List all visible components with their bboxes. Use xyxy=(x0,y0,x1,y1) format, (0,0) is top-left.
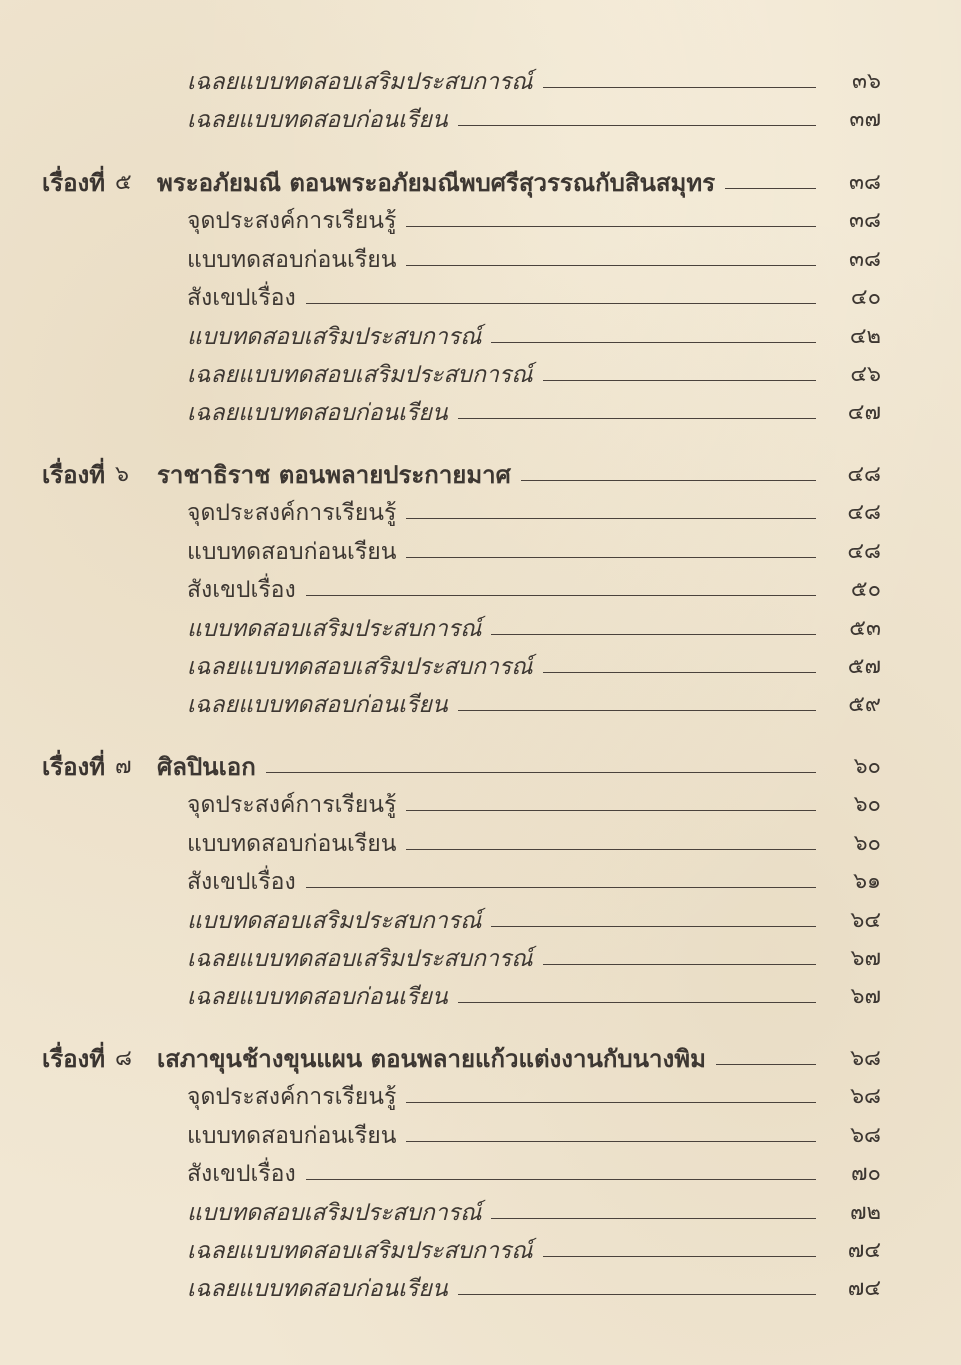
toc-entry[interactable] xyxy=(0,204,961,238)
entry-title: เฉลยแบบทดสอบเสริมประสบการณ์ xyxy=(187,69,533,95)
entry-title: เฉลยแบบทดสอบเสริมประสบการณ์ xyxy=(187,1238,533,1264)
page-number: ๕๙ xyxy=(848,692,881,718)
toc-entry[interactable] xyxy=(0,1196,961,1230)
dot-leader xyxy=(458,710,816,711)
toc-entry[interactable] xyxy=(0,980,961,1014)
toc-entry[interactable] xyxy=(0,65,961,99)
page-number: ๖๐ xyxy=(853,754,881,779)
entry-title: แบบทดสอบก่อนเรียน xyxy=(187,1122,397,1149)
entry-title: สังเขปเรื่อง xyxy=(187,1161,296,1188)
dot-leader xyxy=(406,557,816,558)
dot-leader xyxy=(543,1256,816,1257)
toc-entry[interactable] xyxy=(0,281,961,315)
dot-leader xyxy=(725,188,816,189)
toc-entry[interactable] xyxy=(0,1272,961,1306)
chapter-number: ๗ xyxy=(115,754,132,779)
entry-title: เฉลยแบบทดสอบเสริมประสบการณ์ xyxy=(187,654,533,680)
toc-entry[interactable] xyxy=(0,688,961,722)
toc-entry[interactable] xyxy=(0,942,961,976)
page-number: ๔๗ xyxy=(847,400,881,426)
toc-entry[interactable] xyxy=(0,827,961,861)
chapter-title: ราชาธิราช ตอนพลายประกายมาศ xyxy=(157,460,511,489)
toc-entry[interactable] xyxy=(0,496,961,530)
toc-entry[interactable] xyxy=(0,103,961,137)
entry-title: เฉลยแบบทดสอบเสริมประสบการณ์ xyxy=(187,946,533,972)
chapter-title: เสภาขุนช้างขุนแผน ตอนพลายแก้วแต่งงานกับนางพิม xyxy=(157,1044,706,1073)
entry-title: เฉลยแบบทดสอบเสริมประสบการณ์ xyxy=(187,362,533,388)
page-number: ๖๑ xyxy=(853,869,881,895)
toc-entry[interactable] xyxy=(0,1157,961,1191)
page-number: ๓๖ xyxy=(851,69,881,94)
dot-leader xyxy=(543,672,816,673)
toc-chapter-heading[interactable] xyxy=(0,166,961,200)
entry-title: แบบทดสอบก่อนเรียน xyxy=(187,246,397,273)
chapter-title: พระอภัยมณี ตอนพระอภัยมณีพบศรีสุวรรณกับสินสมุทร xyxy=(157,168,716,197)
dot-leader xyxy=(406,1141,816,1142)
dot-leader xyxy=(491,1218,816,1219)
toc-entry[interactable] xyxy=(0,788,961,822)
entry-title: สังเขปเรื่อง xyxy=(187,577,296,604)
entry-title: สังเขปเรื่อง xyxy=(187,285,296,312)
page-number: ๖๘ xyxy=(850,1046,881,1071)
dot-leader xyxy=(406,849,816,850)
dot-leader xyxy=(458,1002,816,1003)
entry-title: แบบทดสอบเสริมประสบการณ์ xyxy=(187,323,482,350)
page-number: ๗๒ xyxy=(849,1199,881,1225)
page-number: ๓๘ xyxy=(848,246,881,272)
dot-leader xyxy=(543,964,816,965)
page-number: ๔๘ xyxy=(847,462,881,487)
entry-title: จุดประสงค์การเรียนรู้ xyxy=(187,792,397,819)
toc-entry[interactable] xyxy=(0,1080,961,1114)
toc-entry[interactable] xyxy=(0,904,961,938)
dot-leader xyxy=(306,303,816,304)
entry-title: แบบทดสอบเสริมประสบการณ์ xyxy=(187,615,482,642)
chapter-number: ๘ xyxy=(115,1046,132,1071)
dot-leader xyxy=(306,595,816,596)
toc-entry[interactable] xyxy=(0,243,961,277)
toc-entry[interactable] xyxy=(0,1119,961,1153)
page-number: ๕๐ xyxy=(850,577,881,603)
toc-entry[interactable] xyxy=(0,535,961,569)
chapter-label: เรื่องที่ xyxy=(42,1044,106,1073)
dot-leader xyxy=(406,265,816,266)
page-number: ๔๒ xyxy=(849,323,881,349)
entry-title: จุดประสงค์การเรียนรู้ xyxy=(187,1084,397,1111)
page-number: ๔๐ xyxy=(850,285,881,311)
entry-title: จุดประสงค์การเรียนรู้ xyxy=(187,500,397,527)
page-number: ๖๗ xyxy=(850,946,881,971)
entry-title: แบบทดสอบเสริมประสบการณ์ xyxy=(187,907,482,934)
entry-title: แบบทดสอบเสริมประสบการณ์ xyxy=(187,1199,482,1226)
entry-title: แบบทดสอบก่อนเรียน xyxy=(187,830,397,857)
dot-leader xyxy=(406,518,816,519)
toc-chapter-heading[interactable] xyxy=(0,458,961,492)
page-number: ๔๘ xyxy=(847,500,881,526)
toc-entry[interactable] xyxy=(0,320,961,354)
page-number: ๗๔ xyxy=(847,1276,881,1302)
chapter-number: ๕ xyxy=(115,170,132,195)
entry-title: แบบทดสอบก่อนเรียน xyxy=(187,538,397,565)
entry-title: เฉลยแบบทดสอบก่อนเรียน xyxy=(187,984,448,1011)
dot-leader xyxy=(491,342,816,343)
chapter-label: เรื่องที่ xyxy=(42,752,106,781)
entry-title: เฉลยแบบทดสอบก่อนเรียน xyxy=(187,107,448,134)
dot-leader xyxy=(521,480,816,481)
page-number: ๖๔ xyxy=(850,907,881,933)
page-number: ๔๘ xyxy=(847,538,881,564)
dot-leader xyxy=(306,887,816,888)
dot-leader xyxy=(543,87,816,88)
dot-leader xyxy=(716,1064,816,1065)
entry-title: เฉลยแบบทดสอบก่อนเรียน xyxy=(187,1276,448,1303)
chapter-title: ศิลปินเอก xyxy=(157,752,256,781)
toc-chapter-heading[interactable] xyxy=(0,1042,961,1076)
chapter-number: ๖ xyxy=(115,462,129,487)
dot-leader xyxy=(306,1179,816,1180)
entry-title: จุดประสงค์การเรียนรู้ xyxy=(187,208,397,235)
page-number: ๔๖ xyxy=(850,362,881,387)
dot-leader xyxy=(458,125,816,126)
dot-leader xyxy=(266,772,816,773)
toc-entry[interactable] xyxy=(0,650,961,684)
page-number: ๖๗ xyxy=(850,984,881,1010)
page-number: ๓๗ xyxy=(849,107,881,133)
dot-leader xyxy=(406,810,816,811)
chapter-label: เรื่องที่ xyxy=(42,168,106,197)
toc-entry[interactable] xyxy=(0,1234,961,1268)
page-number: ๓๘ xyxy=(848,208,881,234)
toc-entry[interactable] xyxy=(0,865,961,899)
chapter-label: เรื่องที่ xyxy=(42,460,106,489)
page-number: ๖๘ xyxy=(850,1122,881,1148)
dot-leader xyxy=(406,1102,816,1103)
page-number: ๕๗ xyxy=(847,654,881,679)
page-number: ๗๐ xyxy=(851,1161,881,1187)
toc-entry[interactable] xyxy=(0,358,961,392)
dot-leader xyxy=(458,1294,816,1295)
entry-title: เฉลยแบบทดสอบก่อนเรียน xyxy=(187,400,448,427)
toc-entry[interactable] xyxy=(0,612,961,646)
toc-chapter-heading[interactable] xyxy=(0,750,961,784)
page-number: ๖๐ xyxy=(853,792,881,818)
dot-leader xyxy=(491,634,816,635)
dot-leader xyxy=(543,380,816,381)
dot-leader xyxy=(406,226,816,227)
dot-leader xyxy=(491,926,816,927)
entry-title: สังเขปเรื่อง xyxy=(187,869,296,896)
entry-title: เฉลยแบบทดสอบก่อนเรียน xyxy=(187,692,448,719)
page-number: ๕๓ xyxy=(849,615,881,641)
toc-entry[interactable] xyxy=(0,396,961,430)
page-number: ๓๘ xyxy=(848,170,881,195)
dot-leader xyxy=(458,418,816,419)
page-number: ๖๐ xyxy=(853,830,881,856)
page-number: ๗๔ xyxy=(847,1238,881,1263)
toc-entry[interactable] xyxy=(0,573,961,607)
page-number: ๖๘ xyxy=(850,1084,881,1110)
